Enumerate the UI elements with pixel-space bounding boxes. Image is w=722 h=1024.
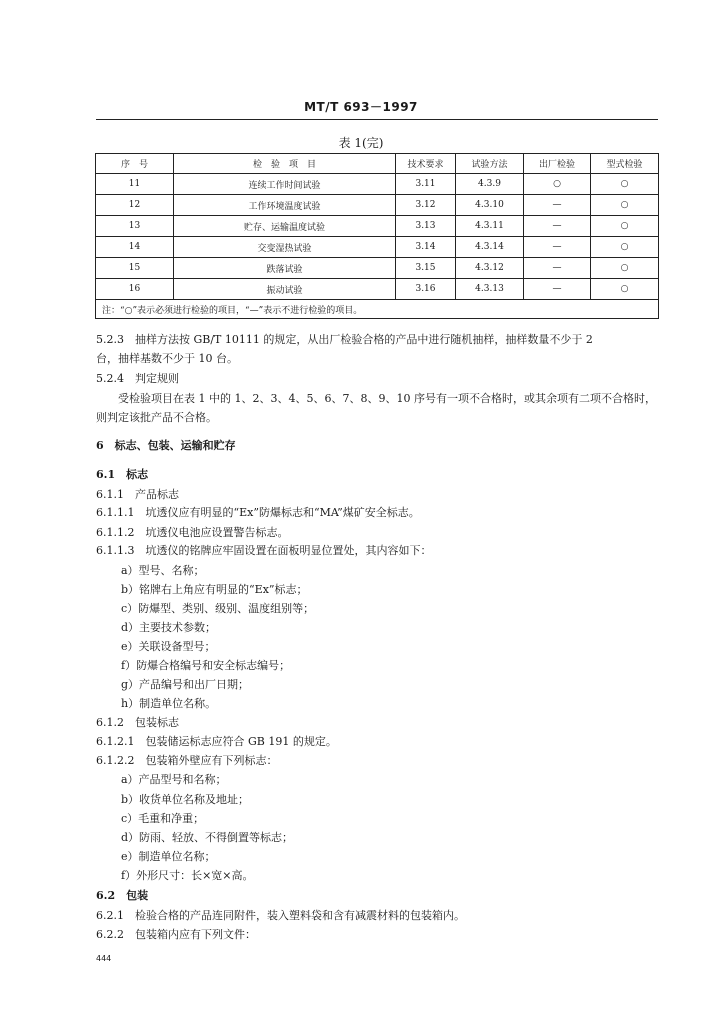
heading-6-1-1: 6.1.1 产品标志	[96, 488, 179, 501]
cell-item: 跌落试验	[174, 258, 396, 279]
cell-req: 3.13	[396, 216, 456, 237]
cell-factory: —	[524, 237, 591, 258]
para-6-1-2-2: 6.1.2.2 包装箱外壁应有下列标志：	[96, 754, 278, 767]
table-caption: 表 1(完)	[338, 136, 384, 150]
table-row	[96, 216, 659, 237]
heading-6-2: 6.2 包装	[96, 889, 149, 902]
cell-factory: —	[524, 279, 591, 300]
heading-6-1-2: 6.1.2 包装标志	[96, 716, 179, 729]
cell-method: 4.3.11	[456, 216, 524, 237]
document-header: MT/T 693－1997	[304, 100, 418, 114]
cell-method: 4.3.10	[456, 195, 524, 216]
cell-factory: ○	[524, 174, 591, 195]
col-header-item: 检 验 项 目	[174, 154, 396, 174]
cell-no: 13	[96, 216, 174, 237]
cell-type: ○	[591, 174, 659, 195]
heading-5-2-4: 5.2.4 判定规则	[96, 372, 179, 385]
list-item: a）产品型号和名称；	[121, 773, 227, 786]
cell-method: 4.3.14	[456, 237, 524, 258]
cell-method: 4.3.12	[456, 258, 524, 279]
list-item: h）制造单位名称。	[121, 697, 217, 710]
cell-no: 12	[96, 195, 174, 216]
cell-factory: —	[524, 216, 591, 237]
col-header-type: 型式检验	[591, 154, 659, 174]
cell-no: 16	[96, 279, 174, 300]
cell-item: 连续工作时间试验	[174, 174, 396, 195]
cell-type: ○	[591, 258, 659, 279]
para-6-2-2: 6.2.2 包装箱内应有下列文件：	[96, 928, 256, 941]
list-item: f）防爆合格编号和安全标志编号；	[121, 659, 291, 672]
cell-no: 15	[96, 258, 174, 279]
col-header-req: 技术要求	[396, 154, 456, 174]
col-header-no: 序 号	[96, 154, 174, 174]
cell-req: 3.14	[396, 237, 456, 258]
cell-method: 4.3.9	[456, 174, 524, 195]
cell-req: 3.15	[396, 258, 456, 279]
table-row	[96, 279, 659, 300]
para-5-2-3-line1: 5.2.3 抽样方法按 GB/T 10111 的规定，从出厂检验合格的产品中进行随机抽样，抽样数量不少于 2	[96, 333, 593, 346]
table-row	[96, 195, 659, 216]
header-rule	[96, 119, 658, 120]
list-item: e）制造单位名称；	[121, 850, 216, 863]
inspection-table	[95, 153, 659, 319]
col-header-factory: 出厂检验	[524, 154, 591, 174]
cell-type: ○	[591, 237, 659, 258]
para-6-2-1: 6.2.1 检验合格的产品连同附件，装入塑料袋和含有减震材料的包装箱内。	[96, 909, 465, 922]
cell-item: 工作环境温度试验	[174, 195, 396, 216]
cell-req: 3.11	[396, 174, 456, 195]
cell-item: 振动试验	[174, 279, 396, 300]
table-header-row	[96, 154, 659, 174]
table-row	[96, 237, 659, 258]
cell-item: 交变湿热试验	[174, 237, 396, 258]
list-item: e）关联设备型号；	[121, 640, 216, 653]
list-item: g）产品编号和出厂日期；	[121, 678, 250, 691]
para-5-2-4-line1: 受检验项目在表 1 中的 1、2、3、4、5、6、7、8、9、10 序号有一项不合格时，或其余项有二项不合格时，	[118, 392, 656, 405]
cell-type: ○	[591, 216, 659, 237]
para-6-1-2-1: 6.1.2.1 包装储运标志应符合 GB 191 的规定。	[96, 735, 337, 748]
cell-no: 14	[96, 237, 174, 258]
para-5-2-3-line2: 台，抽样基数不少于 10 台。	[96, 352, 238, 365]
list-item: b）铭牌右上角应有明显的“Ex”标志；	[121, 583, 308, 596]
cell-type: ○	[591, 195, 659, 216]
para-6-1-1-1: 6.1.1.1 坑透仪应有明显的“Ex”防爆标志和“MA”煤矿安全标志。	[96, 506, 420, 519]
cell-type: ○	[591, 279, 659, 300]
list-item: a）型号、名称；	[121, 564, 205, 577]
list-item: f）外形尺寸：长×宽×高。	[121, 869, 254, 882]
heading-6-1: 6.1 标志	[96, 468, 149, 481]
list-item: c）毛重和净重；	[121, 812, 205, 825]
list-item: c）防爆型、类别、级别、温度组别等；	[121, 602, 315, 615]
list-item: b）收货单位名称及地址；	[121, 793, 250, 806]
cell-req: 3.12	[396, 195, 456, 216]
list-item: d）防雨、轻放、不得倒置等标志；	[121, 831, 294, 844]
cell-factory: —	[524, 258, 591, 279]
list-item: d）主要技术参数；	[121, 621, 217, 634]
cell-method: 4.3.13	[456, 279, 524, 300]
para-5-2-4-line2: 则判定该批产品不合格。	[96, 411, 217, 424]
cell-no: 11	[96, 174, 174, 195]
cell-factory: —	[524, 195, 591, 216]
col-header-method: 试验方法	[456, 154, 524, 174]
page-number: 444	[96, 954, 112, 963]
cell-item: 贮存、运输温度试验	[174, 216, 396, 237]
table-note: 注：“○”表示必须进行检验的项目，“—”表示不进行检验的项目。	[96, 300, 659, 319]
para-6-1-1-2: 6.1.1.2 坑透仪电池应设置警告标志。	[96, 526, 289, 539]
table-note-row	[96, 300, 659, 319]
cell-req: 3.16	[396, 279, 456, 300]
heading-section-6: 6 标志、包装、运输和贮存	[96, 439, 236, 452]
table-row	[96, 258, 659, 279]
para-6-1-1-3: 6.1.1.3 坑透仪的铭牌应牢固设置在面板明显位置处，其内容如下：	[96, 544, 432, 557]
table-row	[96, 174, 659, 195]
